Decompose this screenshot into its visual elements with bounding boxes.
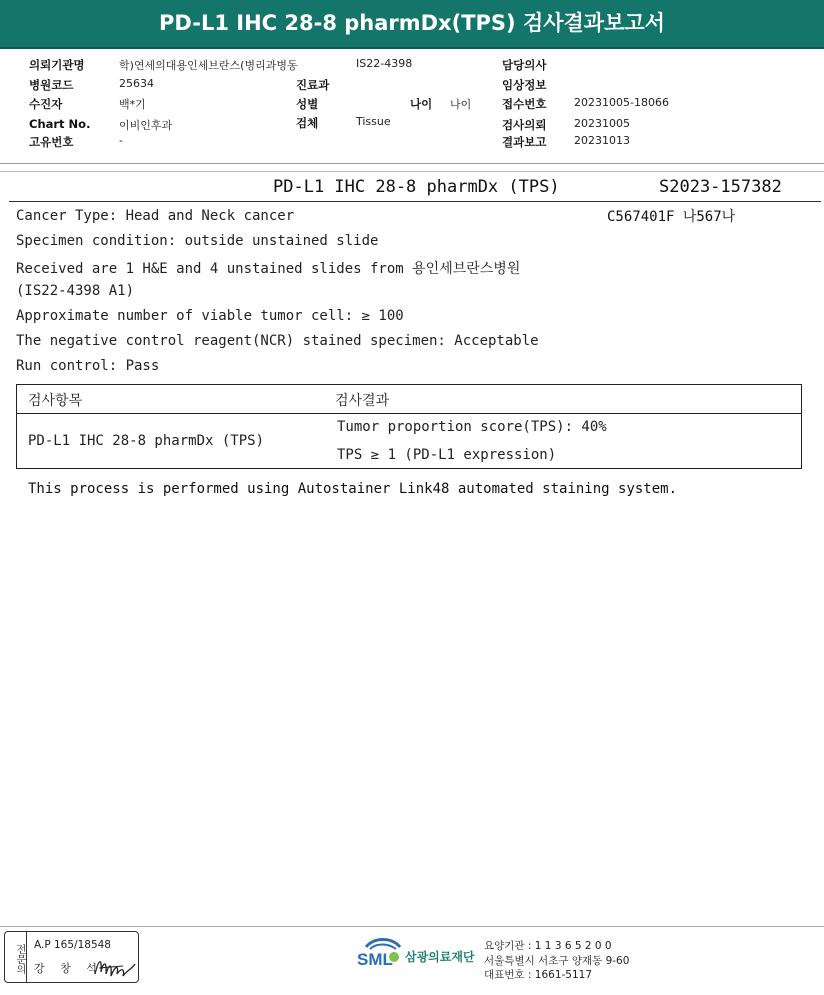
- report-title-bar: [0, 0, 824, 49]
- age-label: 나이: [410, 97, 433, 111]
- logo-org-name: 삼광의료재단: [405, 950, 475, 964]
- table-cell-item: PD-L1 IHC 28-8 pharmDx (TPS): [28, 433, 265, 449]
- doctor-label: 담당의사: [502, 58, 547, 72]
- unique-label: 고유번호: [29, 135, 74, 149]
- report-title-rule: [9, 201, 821, 202]
- table-header-result: 검사결과: [335, 393, 390, 409]
- report-line-cancer-type: Cancer Type: Head and Neck cancer: [16, 208, 295, 224]
- signature-icon: [93, 954, 137, 980]
- chart-label: Chart No.: [29, 117, 91, 131]
- report-line-received: Received are 1 H&E and 4 unstained slides from 용인세브란스병원: [16, 261, 521, 277]
- institution-value: 학)연세의대용인세브란스(병리과병동: [119, 59, 298, 72]
- table-header-item: 검사항목: [28, 393, 83, 409]
- table-cell-tps-score: Tumor proportion score(TPS): 40%: [337, 419, 607, 435]
- logo-mark-text: SML: [357, 950, 393, 969]
- phone-number: 대표번호 : 1661-5117: [484, 969, 593, 981]
- test-title: PD-L1 IHC 28-8 pharmDx (TPS): [273, 177, 560, 197]
- table-header-divider: [17, 413, 801, 414]
- address: 서울특별시 서초구 양재동 9-60: [484, 955, 630, 967]
- specimen-value: Tissue: [356, 115, 391, 128]
- footer-divider: [0, 926, 824, 927]
- department-label: 진료과: [296, 78, 330, 92]
- report-date-value: 20231013: [574, 134, 630, 147]
- result-table: [16, 384, 802, 469]
- institution-code: 요양기관 : 1 1 3 6 5 2 0 0: [484, 940, 612, 952]
- report-date-label: 결과보고: [502, 135, 547, 149]
- patient-value: 백*기: [119, 98, 146, 111]
- method-footnote: This process is performed using Autostainer Link48 automated staining system.: [28, 481, 678, 497]
- hospital-code-label: 병원코드: [29, 78, 74, 92]
- report-line-ncr: The negative control reagent(NCR) stained specimen: Acceptable: [16, 333, 539, 349]
- header-divider: [0, 163, 824, 164]
- request-value: 20231005: [574, 117, 630, 130]
- request-label: 검사의뢰: [502, 118, 547, 132]
- institution-label: 의뢰기관명: [29, 58, 85, 72]
- receipt-value: 20231005-18066: [574, 96, 669, 109]
- report-line-tumor-cell: Approximate number of viable tumor cell: ≥ 100: [16, 308, 404, 324]
- pathologist-stamp: [4, 931, 139, 983]
- patient-label: 수진자: [29, 97, 63, 111]
- stamp-side-label: 전문의: [5, 932, 27, 982]
- report-number: S2023-157382: [659, 177, 782, 197]
- report-line-source-id: (IS22-4398 A1): [16, 283, 135, 299]
- age-value: 나이: [450, 98, 472, 111]
- clinical-label: 임상정보: [502, 78, 547, 92]
- page-title: PD-L1 IHC 28-8 pharmDx(TPS) 검사결과보고서: [159, 11, 665, 35]
- hospital-code-value: 25634: [119, 77, 154, 90]
- report-line-run-control: Run control: Pass: [16, 358, 160, 374]
- unique-value: -: [119, 134, 123, 147]
- report-line-specimen-condition: Specimen condition: outside unstained slide: [16, 233, 379, 249]
- table-cell-tps-expression: TPS ≥ 1 (PD-L1 expression): [337, 447, 557, 463]
- chart-value: 이비인후과: [119, 119, 173, 132]
- stamp-ap-number: A.P 165/18548: [34, 939, 111, 951]
- header-divider-2: [0, 171, 824, 172]
- receipt-label: 접수번호: [502, 97, 547, 111]
- sex-label: 성별: [296, 97, 319, 111]
- institution-id-value: IS22-4398: [356, 57, 413, 70]
- specimen-label: 검체: [296, 116, 319, 130]
- stamp-pathologist-name: 강 창 석: [34, 962, 103, 975]
- sample-code: C567401F 나567나: [607, 209, 736, 225]
